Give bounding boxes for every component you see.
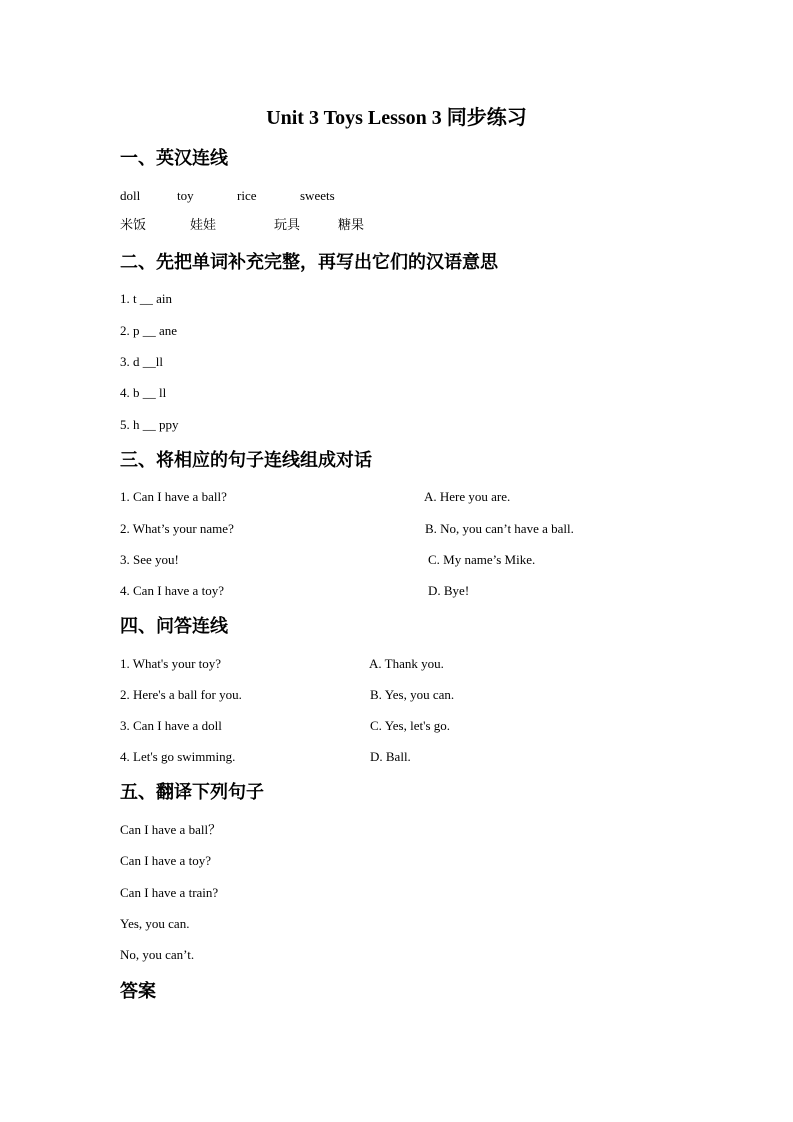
- qa-left-1: 1. What's your toy?: [120, 656, 222, 671]
- dialog-left-1: 1. Can I have a ball?: [120, 489, 227, 504]
- dialog-left-2: 2. What’s your name?: [120, 521, 234, 536]
- dialog-left-3: 3. See you!: [120, 552, 179, 567]
- section-4-heading: 四、问答连线: [120, 616, 228, 637]
- fill-word-1: 1. t __ ain: [120, 291, 172, 306]
- dialog-right-1: A. Here you are.: [424, 489, 511, 504]
- translate-sentence-4: Yes, you can.: [120, 916, 190, 931]
- qa-left-3: 3. Can I have a doll: [120, 718, 222, 733]
- fill-word-2: 2. p __ ane: [120, 323, 178, 338]
- fill-word-4: 4. b __ ll: [120, 385, 167, 400]
- word-cn-4: 糖果: [338, 218, 365, 233]
- answers-heading: 答案: [120, 981, 156, 1002]
- word-cn-2: 娃娃: [190, 218, 217, 233]
- dialog-right-3: C. My name’s Mike.: [428, 552, 536, 567]
- dialog-right-4: D. Bye!: [428, 583, 470, 598]
- word-en-1: doll: [120, 188, 141, 203]
- translate-sentence-2: Can I have a toy?: [120, 853, 211, 868]
- word-cn-1: 米饭: [120, 218, 147, 233]
- fill-word-3: 3. d __ll: [120, 354, 163, 369]
- word-en-2: toy: [177, 188, 194, 203]
- word-cn-3: 玩具: [274, 218, 301, 233]
- page-title: Unit 3 Toys Lesson 3 同步练习: [266, 107, 527, 129]
- qa-left-2: 2. Here's a ball for you.: [120, 687, 242, 702]
- qa-right-4: D. Ball.: [370, 749, 411, 764]
- qa-right-2: B. Yes, you can.: [370, 687, 455, 702]
- fill-word-5: 5. h __ ppy: [120, 417, 179, 432]
- section-3-heading: 三、将相应的句子连线组成对话: [120, 450, 372, 471]
- translate-sentence-5: No, you can’t.: [120, 947, 195, 962]
- section-5-heading: 五、翻译下列句子: [120, 782, 264, 803]
- qa-right-3: C. Yes, let's go.: [370, 718, 450, 733]
- dialog-left-4: 4. Can I have a toy?: [120, 583, 224, 598]
- word-en-4: sweets: [300, 188, 335, 203]
- dialog-right-2: B. No, you can’t have a ball.: [425, 521, 574, 536]
- word-en-3: rice: [237, 188, 257, 203]
- qa-left-4: 4. Let's go swimming.: [120, 749, 236, 764]
- section-1-heading: 一、英汉连线: [120, 148, 228, 169]
- section-2-heading: 二、先把单词补充完整，再写出它们的汉语意思: [120, 252, 498, 273]
- qa-right-1: A. Thank you.: [369, 656, 444, 671]
- translate-sentence-3: Can I have a train?: [120, 885, 219, 900]
- translate-sentence-1: Can I have a ball？: [120, 822, 222, 837]
